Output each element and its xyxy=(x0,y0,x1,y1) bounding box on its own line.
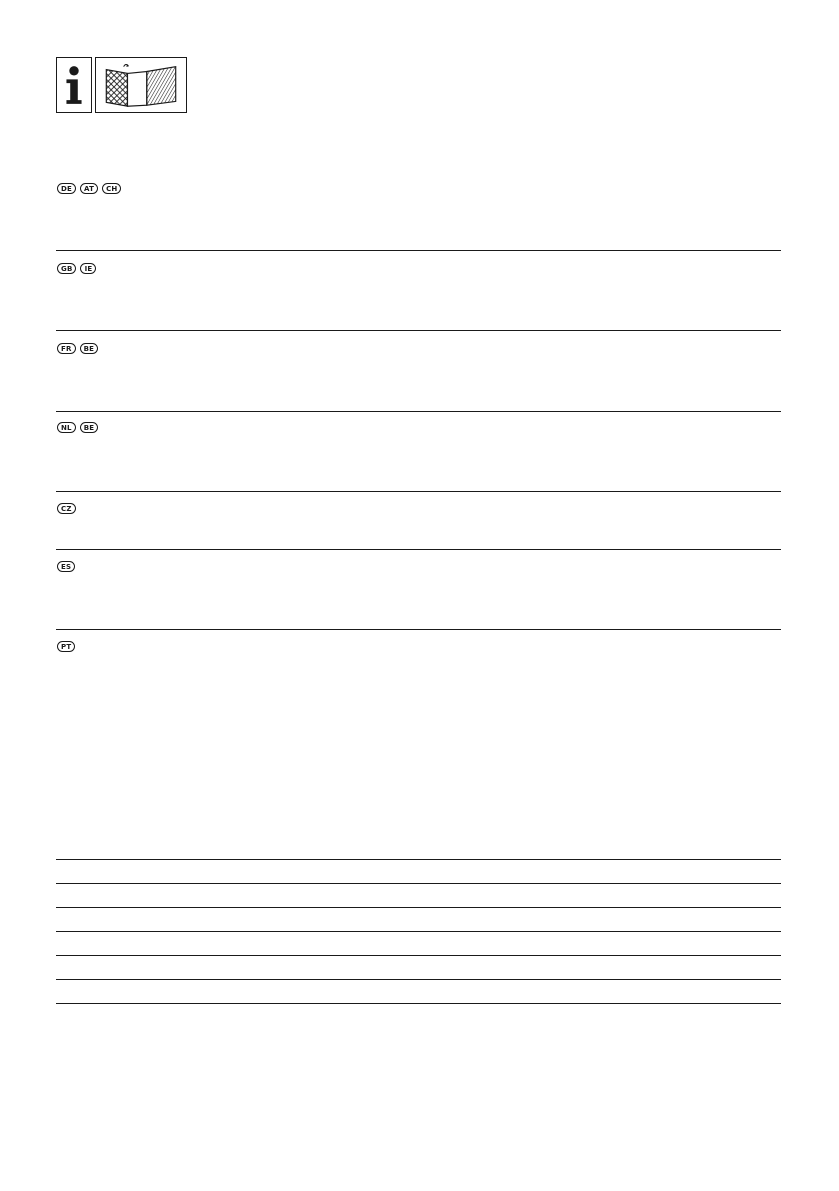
country-badge-ie: IE xyxy=(80,263,96,274)
footer-rule xyxy=(56,883,781,884)
open-booklet-icon xyxy=(95,57,187,113)
country-badge-es: ES xyxy=(57,561,75,572)
country-badge-pt: PT xyxy=(57,641,75,652)
language-section-gb xyxy=(56,250,781,330)
country-badge-group xyxy=(57,641,75,652)
language-section-pt xyxy=(56,629,781,859)
country-badge-be: BE xyxy=(80,343,99,354)
footer-rule xyxy=(56,1003,781,1004)
language-section-nl xyxy=(56,411,781,491)
footer-rule xyxy=(56,955,781,956)
country-badge-gb: GB xyxy=(57,263,76,274)
country-badge-cz: CZ xyxy=(57,503,76,514)
language-section-fr xyxy=(56,330,781,411)
footer-rule xyxy=(56,931,781,932)
country-badge-fr: FR xyxy=(57,343,76,354)
country-badge-de: DE xyxy=(57,183,76,194)
country-badge-group xyxy=(57,263,96,274)
language-section-cz xyxy=(56,491,781,549)
info-icon xyxy=(56,57,92,113)
language-section-es xyxy=(56,549,781,629)
footer-rule xyxy=(56,907,781,908)
country-badge-at: AT xyxy=(80,183,98,194)
country-badge-group xyxy=(57,343,98,354)
country-badge-group xyxy=(57,561,75,572)
country-badge-nl: NL xyxy=(57,422,76,433)
country-badge-group xyxy=(57,422,98,433)
language-section-de xyxy=(56,183,781,250)
footer-rule xyxy=(56,979,781,980)
country-badge-be: BE xyxy=(80,422,99,433)
country-badge-ch: CH xyxy=(102,183,121,194)
country-badge-group xyxy=(57,183,121,194)
country-badge-group xyxy=(57,503,76,514)
footer-rule xyxy=(56,859,781,860)
